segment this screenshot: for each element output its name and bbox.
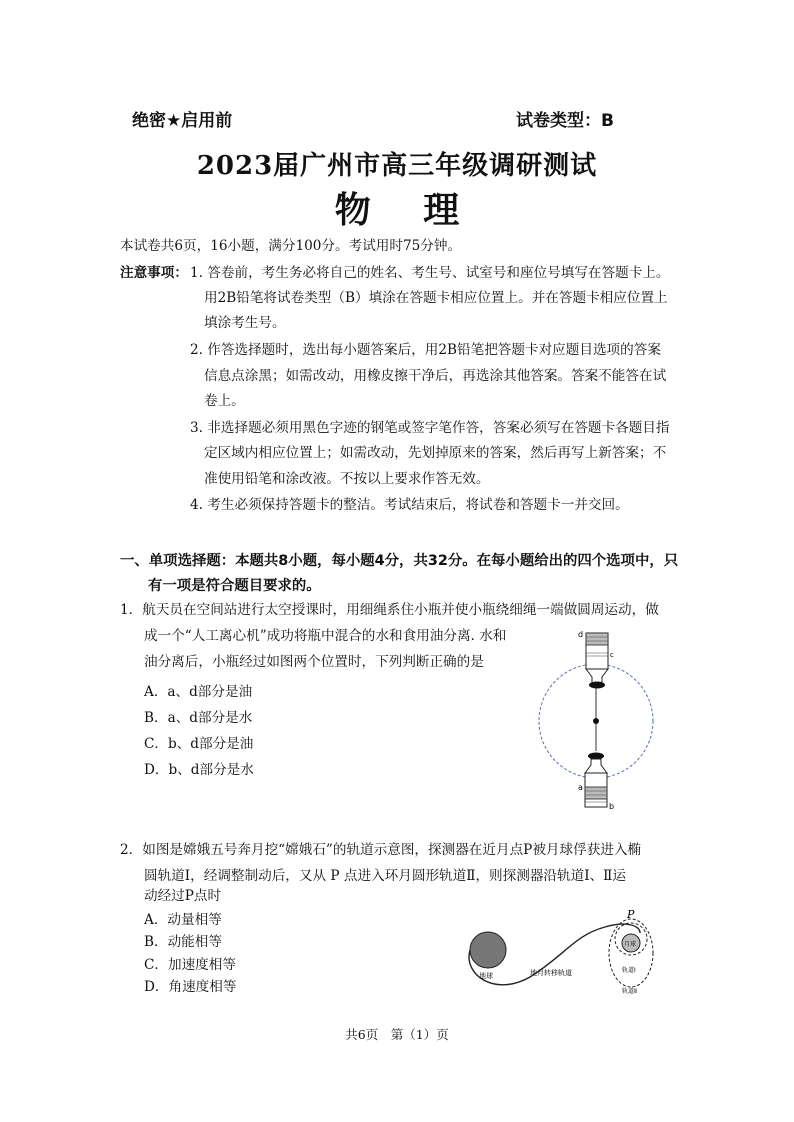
label-b: b bbox=[609, 802, 615, 810]
q2-option-d: D．角速度相等 bbox=[144, 979, 237, 995]
pivot-dot bbox=[593, 718, 599, 724]
label-p: P bbox=[627, 908, 635, 921]
earth-circle bbox=[470, 932, 506, 968]
note-line: 3. 非选择题必须用黑色字迹的钢笔或签字笔作答，答案必须写在答题卡各题目指 bbox=[190, 420, 670, 436]
note-line: 4. 考生必须保持答题卡的整洁。考试结束后，将试卷和答题卡一并交回。 bbox=[190, 497, 629, 513]
q1-stem-line: 1．航天员在空间站进行太空授课时，用细绳系住小瓶并使小瓶绕细绳一端做圆周运动，做 bbox=[120, 602, 659, 618]
q1-centrifuge-figure bbox=[530, 625, 670, 810]
label-d: d bbox=[578, 630, 584, 639]
section-heading: 一、单项选择题：本题共8小题，每小题4分，共32分。在每小题给出的四个选项中，只 bbox=[120, 553, 679, 569]
label-earth: 地球 bbox=[479, 972, 493, 980]
q1-stem-line: 油分离后，小瓶经过如图两个位置时，下列判断正确的是 bbox=[144, 654, 484, 670]
note-line: 1. 答卷前，考生务必将自己的姓名、考生号、试室号和座位号填写在答题卡上。 bbox=[190, 265, 670, 281]
note-line: 准使用铅笔和涂改液。不按以上要求作答无效。 bbox=[204, 471, 490, 487]
confidential-label: 绝密★启用前 bbox=[132, 111, 233, 131]
label-orbit-1: 轨道Ⅰ bbox=[622, 967, 636, 974]
q1-option-d: D．b、d部分是水 bbox=[144, 762, 254, 778]
note-line: 填涂考生号。 bbox=[204, 315, 286, 331]
section-heading-cont: 有一项是符合题目要求的。 bbox=[148, 578, 321, 594]
label-transfer-orbit: 地月转移轨道 bbox=[530, 969, 572, 977]
q2-option-a: A．动量相等 bbox=[144, 912, 222, 928]
notes-label: 注意事项： bbox=[120, 265, 188, 281]
paper-type-label: 试卷类型：B bbox=[516, 111, 614, 131]
q2-orbit-figure bbox=[455, 905, 665, 1000]
q2-stem-line: 圆轨道Ⅰ，经调整制动后，又从 P 点进入环月圆形轨道Ⅱ，则探测器沿轨道Ⅰ、Ⅱ运 bbox=[144, 868, 627, 884]
q1-stem-line: 成一个“人工离心机”成功将瓶中混合的水和食用油分离. 水和 bbox=[144, 628, 507, 644]
label-orbit-2: 轨道Ⅱ bbox=[622, 988, 637, 995]
note-line: 定区域内相应位置上；如需改动，先划掉原来的答案，然后再写上新答案；不 bbox=[204, 445, 667, 461]
intro-text: 本试卷共6页，16小题，满分100分。考试用时75分钟。 bbox=[120, 238, 462, 254]
q1-option-c: C．b、d部分是油 bbox=[144, 736, 254, 752]
note-line: 用2B铅笔将试卷类型（B）填涂在答题卡相应位置上。并在答题卡相应位置上 bbox=[204, 290, 668, 306]
label-c: c bbox=[610, 651, 614, 659]
q2-stem-line: 动经过P点时 bbox=[144, 888, 222, 904]
orbit-1-ellipse bbox=[609, 919, 653, 987]
note-line: 信息点涂黑；如需改动，用橡皮擦干净后，再选涂其他答案。答案不能答在试 bbox=[204, 368, 667, 384]
q2-option-b: B．动能相等 bbox=[144, 934, 222, 950]
note-line: 卷上。 bbox=[204, 393, 245, 409]
q2-option-c: C．加速度相等 bbox=[144, 957, 236, 973]
label-a: a bbox=[578, 783, 583, 792]
exam-title: 2023届广州市高三年级调研测试 bbox=[196, 151, 598, 181]
bottle-bottom bbox=[585, 753, 607, 808]
note-line: 2. 作答选择题时，选出每小题答案后，用2B铅笔把答题卡对应题目选项的答案 bbox=[190, 342, 661, 358]
subject-title: 物 理 bbox=[334, 190, 460, 231]
bottle-top bbox=[586, 633, 608, 689]
q2-stem-line: 2．如图是嫦娥五号奔月挖“嫦娥石”的轨道示意图，探测器在近月点P被月球俘获进入椭 bbox=[120, 842, 642, 858]
page-footer: 共6页 第（1）页 bbox=[345, 1027, 449, 1042]
q1-option-a: A．a、d部分是油 bbox=[144, 684, 253, 700]
q1-option-b: B．a、d部分是水 bbox=[144, 710, 253, 726]
label-moon: 月球 bbox=[624, 941, 637, 948]
